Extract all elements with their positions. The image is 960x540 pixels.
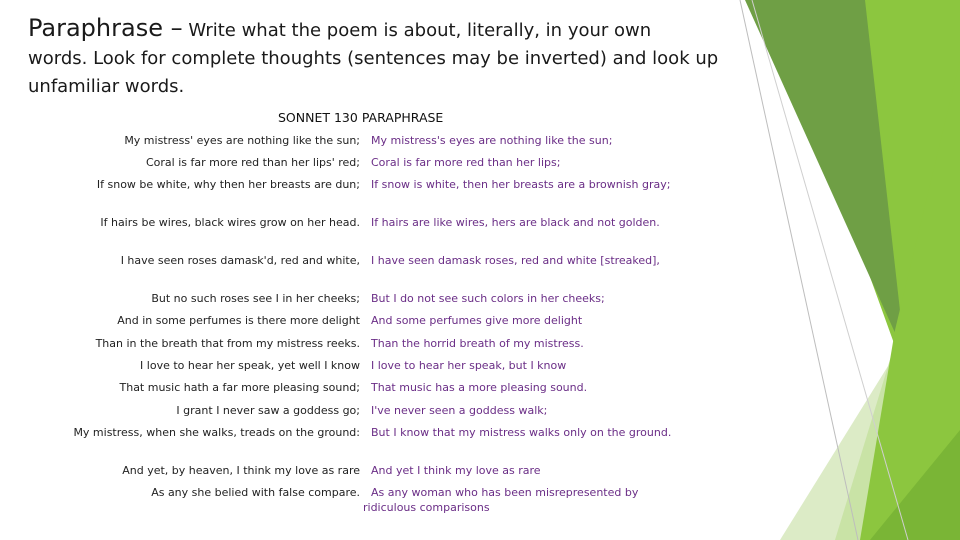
original-line: Than in the breath that from my mistress reeks.	[95, 337, 360, 350]
original-line: I love to hear her speak, yet well I know	[140, 359, 360, 372]
original-line: My mistress' eyes are nothing like the sun;	[124, 134, 360, 147]
green-line-thin-1	[740, 0, 858, 540]
paraphrase-line: If hairs are like wires, hers are black and not golden.	[371, 216, 660, 229]
heading-instruction-line2: words. Look for complete thoughts (sentences may be inverted) and look up	[28, 48, 719, 69]
green-shape-top	[770, 0, 960, 360]
heading-instruction-line3: unfamiliar words.	[28, 76, 185, 97]
green-shape-light	[835, 130, 960, 540]
paraphrase-line: But I do not see such colors in her cheeks;	[371, 292, 605, 305]
paraphrase-line: That music has a more pleasing sound.	[371, 381, 588, 394]
heading-instruction-line1: Write what the poem is about, literally, in your own	[188, 20, 652, 41]
instruction-heading	[28, 14, 748, 101]
table-title: SONNET 130 PARAPHRASE	[278, 110, 444, 125]
original-line: As any she belied with false compare.	[151, 486, 360, 499]
paraphrase-line: Than the horrid breath of my mistress.	[371, 337, 584, 350]
original-line: And yet, by heaven, I think my love as rare	[122, 464, 360, 477]
paraphrase-line: And yet I think my love as rare	[371, 464, 541, 477]
green-shape-dark	[745, 0, 905, 355]
paraphrase-line: But I know that my mistress walks only on the ground.	[371, 426, 672, 439]
original-line: Coral is far more red than her lips' red;	[146, 156, 360, 169]
original-line: That music hath a far more pleasing sound;	[119, 381, 360, 394]
original-line: If hairs be wires, black wires grow on her head.	[100, 216, 360, 229]
original-line: But no such roses see I in her cheeks;	[151, 292, 360, 305]
paraphrase-line: I have seen damask roses, red and white [streaked],	[371, 254, 660, 267]
heading-title: Paraphrase –	[28, 14, 183, 42]
green-line-thin-2	[752, 0, 908, 540]
original-line: I grant I never saw a goddess go;	[176, 404, 360, 417]
original-line: If snow be white, why then her breasts are dun;	[96, 178, 360, 191]
original-line: My mistress, when she walks, treads on the ground:	[73, 426, 360, 439]
paraphrase-line: My mistress's eyes are nothing like the sun;	[371, 134, 613, 147]
paraphrase-line: As any woman who has been misrepresented by	[371, 486, 639, 499]
green-shape-light-wide	[780, 250, 960, 540]
paraphrase-line: And some perfumes give more delight	[371, 314, 583, 327]
green-shape-mid	[860, 60, 960, 540]
original-line: I have seen roses damask'd, red and white,	[120, 254, 360, 267]
paraphrase-line: If snow is white, then her breasts are a brownish gray;	[371, 178, 671, 191]
paraphrase-line-continuation: ridiculous comparisons	[363, 501, 490, 514]
paraphrase-line: Coral is far more red than her lips;	[371, 156, 561, 169]
paraphrase-line: I love to hear her speak, but I know	[371, 359, 567, 372]
original-line: And in some perfumes is there more delight	[117, 314, 360, 327]
green-shape-bottom	[870, 430, 960, 540]
paraphrase-line: I've never seen a goddess walk;	[371, 404, 548, 417]
